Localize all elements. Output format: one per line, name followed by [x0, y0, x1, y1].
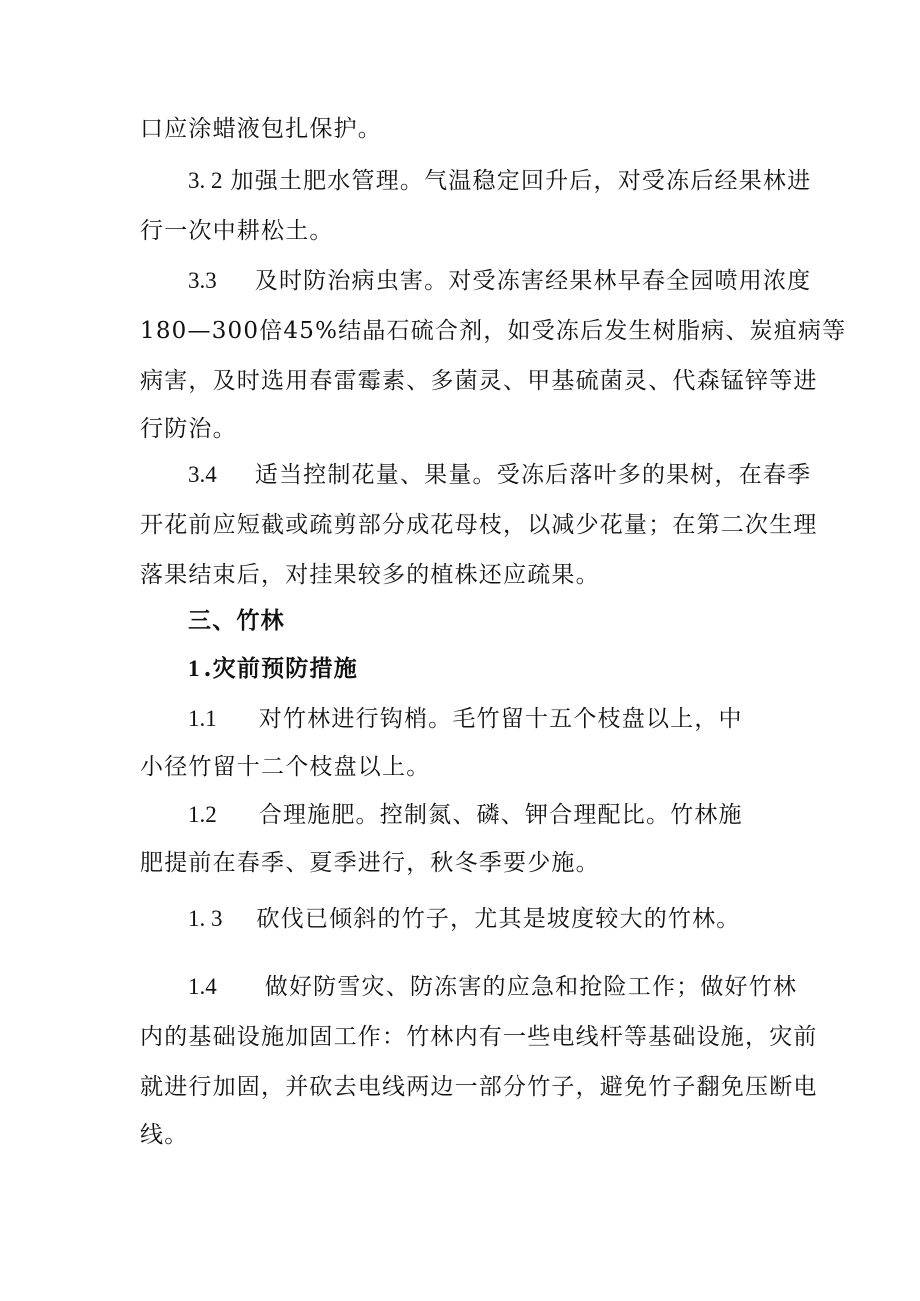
paragraph-line: 口应涂蜡液包扎保护。 [140, 116, 382, 142]
paragraph-line: 内的基础设施加固工作：竹林内有一些电线杆等基础设施，灾前 [140, 1024, 818, 1050]
paragraph-line: 小径竹留十二个枝盘以上。 [140, 754, 431, 780]
paragraph-line: 180—300倍45%结晶石硫合剂，如受冻后发生树脂病、炭疽病等 [140, 318, 847, 344]
paragraph-line: 3.3 及时防治病虫害。对受冻害经果林早春全园喷用浓度 [188, 268, 812, 294]
paragraph-line: 落果结束后，对挂果较多的植株还应疏果。 [140, 562, 600, 588]
paragraph-line: 1.1 对竹林进行钩梢。毛竹留十五个枝盘以上，中 [188, 706, 743, 732]
paragraph-line: 1.4 做好防雪灾、防冻害的应急和抢险工作；做好竹林 [188, 974, 798, 1000]
section-number: 3. 2 [188, 168, 223, 193]
section-number: 1.1 [188, 706, 217, 731]
section-number: 3.3 [188, 268, 217, 293]
paragraph-line: 行一次中耕松土。 [140, 218, 334, 244]
paragraph-line: 就进行加固，并砍去电线两边一部分竹子，避免竹子翻免压断电 [140, 1074, 818, 1100]
paragraph-line: 线。 [140, 1122, 189, 1148]
paragraph-line: 3. 2 加强土肥水管理。气温稳定回升后，对受冻后经果林进 [188, 168, 812, 194]
paragraph-line: 病害，及时选用春雷霉素、多菌灵、甲基硫菌灵、代森锰锌等进 [140, 368, 818, 394]
section-heading: 三、竹林 [188, 607, 285, 634]
paragraph-line: 开花前应短截或疏剪部分成花母枝，以减少花量；在第二次生理 [140, 512, 818, 538]
paragraph-line: 行防治。 [140, 416, 237, 442]
paragraph-line: 1.2 合理施肥。控制氮、磷、钾合理配比。竹林施 [188, 802, 743, 828]
paragraph-line: 肥提前在春季、夏季进行，秋冬季要少施。 [140, 850, 600, 876]
section-number: 1. 3 [188, 906, 223, 931]
section-number: 1 [188, 656, 200, 681]
paragraph-line: 1. 3 砍伐已倾斜的竹子，尤其是坡度较大的竹林。 [188, 906, 741, 932]
subsection-heading: 1 .灾前预防措施 [188, 655, 358, 682]
section-number: 1.2 [188, 802, 217, 827]
section-number: 1.4 [188, 974, 217, 999]
section-number: 3.4 [188, 462, 217, 487]
paragraph-line: 3.4 适当控制花量、果量。受冻后落叶多的果树，在春季 [188, 462, 812, 488]
